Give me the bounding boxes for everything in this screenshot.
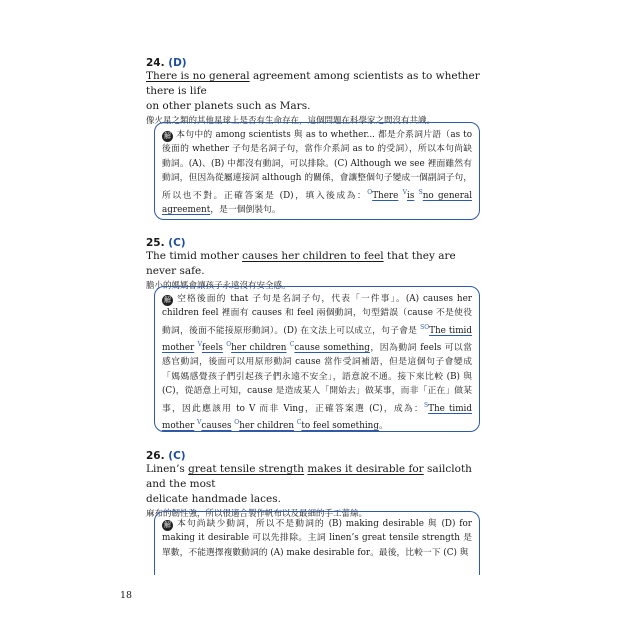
question-number: 25. (C)	[146, 237, 186, 249]
question-24	[146, 57, 486, 128]
answer-label: (C)	[168, 237, 186, 249]
question-25	[146, 237, 486, 293]
english-sentence: There is no general agreement among scientists as to whether there is life on other planets such as Mars.	[146, 70, 480, 112]
chinese-translation: 膽小的媽媽會讓孩子永遠沒有安全感。	[146, 281, 291, 291]
explanation-box-24: 解 本句中的 among scientists 與 as to whether... 都是介系詞片語（as to 後面的 whether 子句是名詞子句，當作介系詞 as to 的受詞），所以本句尚缺動詞。(A)、(B) 中都沒有動詞，可以排除。(C) Although we see 裡面雖然有動詞，但因為從屬連接詞 although 的關係，會讓整個句子變成一個副詞子句，所以也不對。正確答案是 (D)，填入後成為：$^O$There $^V$is $^S$no general agreement，是一個倒裝句。	[154, 122, 480, 220]
explanation-icon: 解	[164, 296, 171, 304]
english-sentence: The timid mother causes her children to feel that they are never safe.	[146, 250, 456, 277]
english-sentence: Linen’s great tensile strength makes it desirable for sailcloth and the most delicate handmade laces.	[146, 463, 472, 505]
answer-label: (D)	[168, 57, 187, 69]
explanation-box-26: 解 本句尚缺少動詞，所以不是動詞的 (B) making desirable 與 (D) for making it desirable 可以先排除。主詞 linen’s great tensile strength 是單數，不能選擇複數動詞的 (A) make desirable for。最後，比較一下 (C) 與	[154, 511, 480, 575]
page-number: 18	[120, 590, 133, 601]
question-number: 26. (C)	[146, 450, 186, 462]
explanation-icon: 解	[164, 521, 171, 529]
explanation-box-25: 解 空格後面的 that 子句是名詞子句，代表「一件事」。(A) causes her children feel 裡面有 causes 和 feel 兩個動詞，句型錯誤（cause 不是使役動詞，後面不能接原形動詞）。(D) 在文法上可以成立，句子會是 $^{SO}$The timid mother $^V$feels $^O$her children $^C$cause something，因為動詞 feels 可以當感官動詞，後面可以用原形動詞 cause 當作受詞補語，但是這個句子會變成「媽媽感覺孩子們引起孩子們永遠不安全」，語意說不通。接下來比較 (B) 與 (C)，從語意上可知，cause 是造成某人「開始去」做某事，而非「正在」做某事，因此應該用 to V 而非 Ving，正確答案選 (C)，成為：$^S$The timid mother $^V$causes $^O$her children $^C$to feel something。	[154, 286, 480, 432]
chinese-translation: 麻布的韌性強，所以很適合製作帆布以及最細的手工蕾絲。	[146, 509, 368, 519]
question-number: 24. (D)	[146, 57, 187, 69]
explanation-icon: 解	[164, 132, 171, 140]
chinese-translation: 像火星之類的其他星球上是否有生命存在，這個問題在科學家之間沒有共識。	[146, 116, 436, 126]
answer-label: (C)	[168, 450, 186, 462]
